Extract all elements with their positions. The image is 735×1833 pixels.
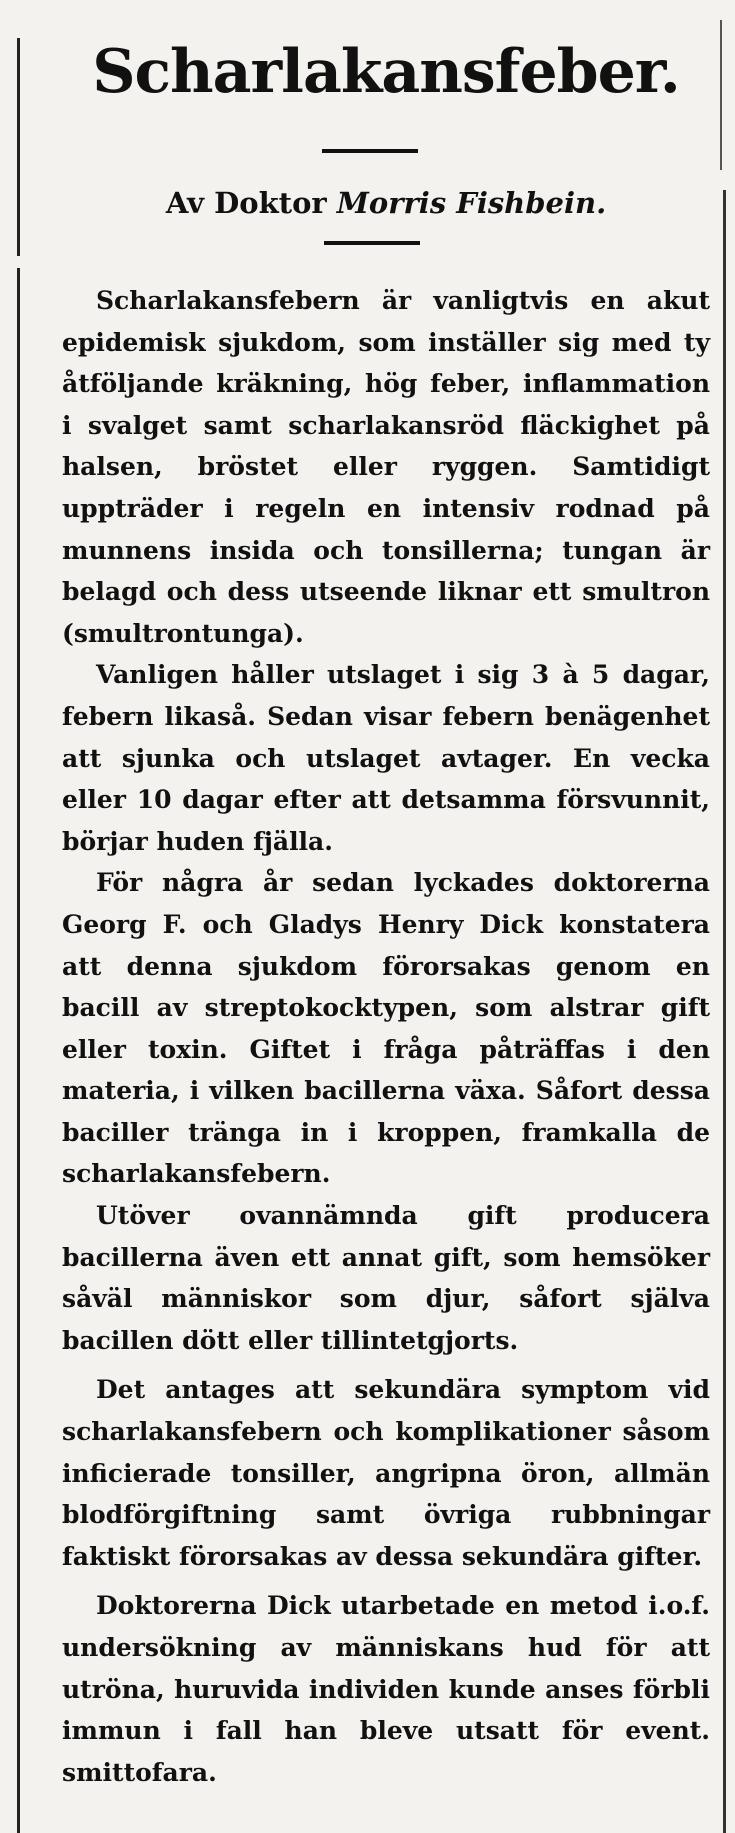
- article-body: [62, 280, 710, 1793]
- column-rule-left-top: [17, 38, 20, 256]
- column-rule-left: [17, 268, 20, 1833]
- separator-dash-top: [322, 149, 418, 153]
- separator-dash-bottom: [324, 241, 420, 245]
- paragraph: Scharlakansfebern är vanligtvis en akut epidemisk sjukdom, som inställer sig med ty åtföljande kräkning, hög feber, inflammation i svalget samt scharlakansröd fläckighet på halsen, bröstet eller ryggen. Samtidigt uppträder i regeln en intensiv rodnad på munnens insida och tonsillerna; tungan är belagd och dess utseende liknar ett smultron (smultrontunga).: [62, 286, 710, 648]
- column-rule-right: [723, 190, 726, 1833]
- paragraph: Doktorerna Dick utarbetade en metod i.o.f. undersökning av människans hud för att utröna, huruvida individen kunde anses förbli immun i fall han bleve utsatt för event. smittofara.: [62, 1591, 710, 1787]
- headline: Scharlakansfeber.: [92, 37, 680, 107]
- paragraph: Utöver ovannämnda gift producera bacillerna även ett annat gift, som hemsöker såväl människor som djur, såfort själva bacillen dött eller tillintetgjorts.: [62, 1201, 710, 1355]
- paragraph: Vanligen håller utslaget i sig 3 à 5 dagar, febern likaså. Sedan visar febern benägenhet att sjunka och utslaget avtager. En vecka eller 10 dagar efter att detsamma försvunnit, börjar huden fjälla.: [62, 660, 710, 856]
- paragraph: För några år sedan lyckades doktorerna Georg F. och Gladys Henry Dick konstatera att denna sjukdom förorsakas genom en bacill av streptokocktypen, som alstrar gift eller toxin. Giftet i fråga påträffas i den materia, i vilken bacillerna växa. Såfort dessa baciller tränga in i kroppen, framkalla de scharlakansfebern.: [62, 868, 710, 1189]
- paragraph: Det antages att sekundära symptom vid scharlakansfebern och komplikationer såsom inficierade tonsiller, angripna öron, allmän blodförgiftning samt övriga rubbningar faktiskt förorsakas av dessa sekundära gifter.: [62, 1375, 710, 1571]
- byline-author: Morris Fishbein.: [336, 186, 607, 220]
- byline: [62, 178, 710, 228]
- column-rule-right-top: [720, 20, 722, 170]
- byline-prefix: Av Doktor: [165, 186, 327, 220]
